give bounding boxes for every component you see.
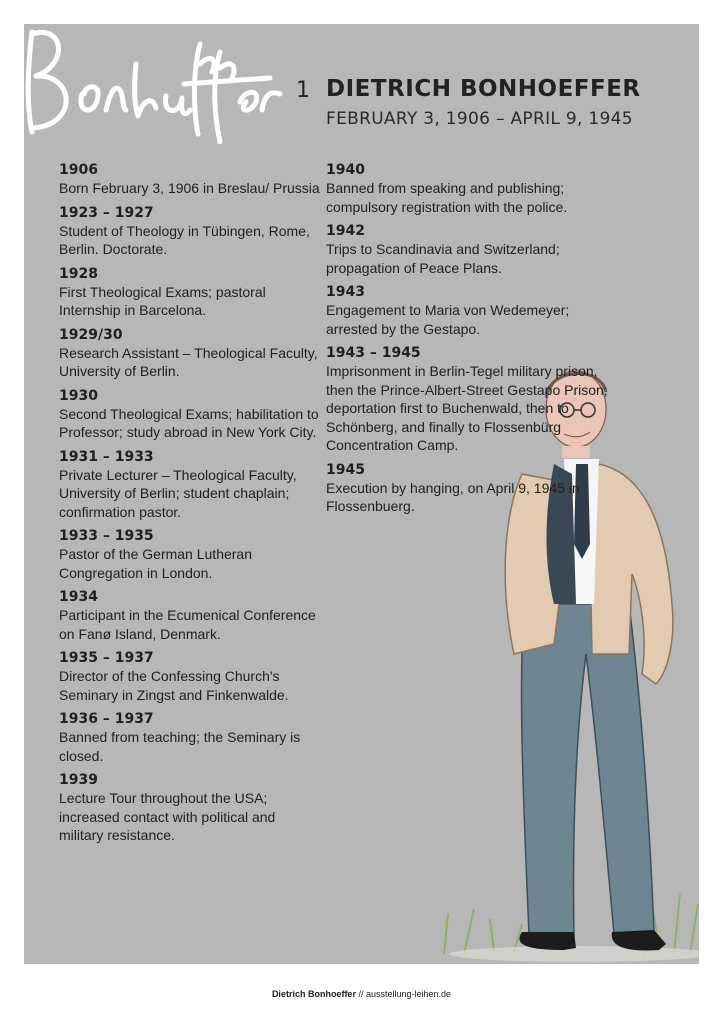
timeline-year: 1939 (59, 772, 98, 788)
timeline-text: Lecture Tour throughout the USA; increased contact with political and military resistance. (59, 790, 276, 843)
timeline-entry (326, 222, 616, 277)
timeline-text: Engagement to Maria von Wedemeyer; arrested by the Gestapo. (326, 302, 570, 337)
timeline-entry (59, 265, 321, 320)
timeline-entry (326, 283, 616, 338)
footer-name: Dietrich Bonhoeffer (271, 989, 356, 999)
timeline-entry (326, 344, 616, 455)
life-dates: FEBRUARY 3, 1906 – APRIL 9, 1945 (326, 109, 633, 129)
timeline-entry (59, 161, 321, 198)
timeline-entry (59, 387, 321, 442)
timeline-text: Director of the Confessing Church's Seminary in Zingst and Finkenwalde. (59, 668, 289, 703)
timeline-year: 1945 (326, 461, 365, 478)
timeline-year: 1936 – 1937 (59, 711, 154, 727)
timeline-text: First Theological Exams; pastoral Internship in Barcelona. (59, 283, 266, 318)
timeline-year: 1943 – 1945 (326, 345, 421, 361)
timeline-left-column (59, 161, 321, 851)
timeline-right-column (326, 161, 616, 522)
timeline-entry (59, 204, 321, 259)
trousers (522, 604, 654, 936)
timeline-text: Imprisonment in Berlin-Tegel military prison, then the Prince-Albert-Street Gestapo Prison; deportation first to Buchenwald, then to Schönberg, and finally to Flossenbürg Concentration Camp. (326, 363, 608, 453)
timeline-entry (59, 527, 321, 582)
timeline-entry (326, 461, 616, 516)
page-title: DIETRICH BONHOEFFER (326, 76, 641, 102)
timeline-entry (59, 771, 321, 845)
timeline-year: 1934 (59, 589, 98, 605)
footer-site: ausstellung-leihen.de (366, 989, 452, 999)
timeline-text: Private Lecturer – Theological Faculty, University of Berlin; student chaplain; confirmation pastor. (59, 466, 297, 520)
timeline-text: Research Assistant – Theological Faculty, University of Berlin. (59, 344, 318, 379)
footer-separator: // (358, 989, 364, 999)
timeline-year: 1935 – 1937 (59, 650, 154, 666)
timeline-year: 1928 (59, 265, 98, 282)
timeline-year: 1940 (326, 162, 365, 178)
timeline-year: 1930 (59, 387, 98, 404)
timeline-year: 1929/30 (59, 326, 123, 343)
timeline-entry (59, 326, 321, 381)
timeline-text: Banned from speaking and publishing; compulsory registration with the police. (326, 180, 568, 215)
timeline-text: Participant in the Ecumenical Conference on Fanø Island, Denmark. (59, 607, 316, 642)
timeline-entry (59, 710, 321, 765)
timeline-entry (326, 161, 616, 216)
timeline-text: Trips to Scandinavia and Switzerland; propagation of Peace Plans. (326, 241, 560, 276)
footer (0, 989, 723, 999)
panel-number: 1 (296, 78, 310, 103)
timeline-year: 1931 – 1933 (59, 448, 154, 465)
timeline-text: Born February 3, 1906 in Breslau/ Prussia (59, 180, 320, 196)
timeline-year: 1942 (326, 223, 365, 239)
timeline-entry (59, 448, 321, 522)
timeline-year: 1923 – 1927 (59, 204, 154, 221)
timeline-text: Execution by hanging, on April 9, 1945 in Flossenbuerg. (326, 479, 580, 514)
timeline-text: Second Theological Exams; habilitation to Professor; study abroad in New York City. (59, 405, 319, 440)
signature-image (24, 24, 294, 144)
timeline-text: Banned from teaching; the Seminary is closed. (59, 729, 301, 764)
poster-panel (24, 24, 699, 964)
timeline-entry (59, 649, 321, 704)
timeline-entry (59, 588, 321, 643)
timeline-year: 1943 (326, 284, 365, 300)
timeline-text: Student of Theology in Tübingen, Rome, Berlin. Doctorate. (59, 222, 310, 257)
timeline-year: 1906 (59, 162, 98, 178)
timeline-text: Pastor of the German Lutheran Congregation in London. (59, 546, 252, 581)
timeline-year: 1933 – 1935 (59, 528, 154, 544)
